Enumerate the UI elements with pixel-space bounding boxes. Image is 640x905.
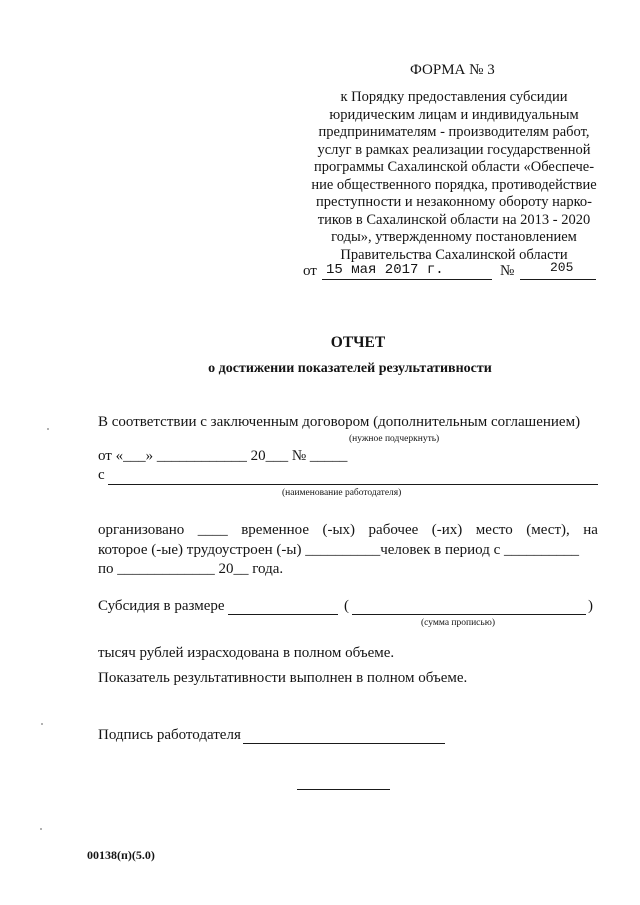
subsidy-open-paren: ( [344, 598, 349, 614]
report-subtitle: о достижении показателей результативности [208, 361, 492, 376]
scan-speck [40, 828, 42, 830]
org-word: организовано [98, 522, 185, 538]
employer-prefix: с [98, 467, 105, 483]
decree-date-label: от [303, 263, 317, 279]
scan-speck [47, 428, 49, 430]
document-code: 00138(п)(5.0) [87, 848, 155, 862]
scan-speck [41, 723, 43, 725]
header-line: годы», утвержденному постановлением [331, 229, 577, 245]
organized-line [98, 522, 598, 539]
header-approval-text [300, 89, 608, 264]
decree-number: 205 [550, 260, 574, 275]
contract-text: В соответствии с заключенным договором (дополнительным соглашением) [98, 414, 581, 430]
header-line: ние общественного порядка, противодействие [311, 176, 597, 193]
decree-number-underline [520, 279, 596, 280]
header-line: Правительства Сахалинской области [340, 246, 568, 263]
header-line: предпринимателям - производителям работ, [318, 124, 590, 140]
header-line: юридическим лицам и индивидуальным [329, 106, 579, 123]
org-word: (мест), [526, 522, 570, 538]
form-number: ФОРМА № 3 [410, 62, 495, 78]
header-line: к Порядку предоставления субсидии [340, 89, 568, 105]
org-word: место [475, 522, 513, 538]
period-end-line: по _____________ 20__ года. [98, 561, 284, 577]
org-word: (-ых) [322, 522, 356, 538]
report-title: ОТЧЕТ [330, 334, 386, 351]
signature-line [243, 743, 445, 744]
decree-date: 15 мая 2017 г. [326, 262, 444, 278]
subsidy-amount-line [228, 614, 338, 615]
header-line: программы Сахалинской области «Обеспече- [313, 159, 595, 175]
underline-hint: (нужное подчеркнуть) [349, 434, 440, 444]
sum-words-hint: (сумма прописью) [421, 618, 495, 628]
employer-hint: (наименование работодателя) [282, 488, 402, 498]
separator-line [297, 789, 390, 790]
org-word: временное [241, 522, 310, 538]
signature-label: Подпись работодателя [98, 727, 241, 743]
spent-text: тысяч рублей израсходована в полном объеме. [98, 645, 395, 661]
org-word: рабочее [368, 522, 419, 538]
decree-date-underline [322, 279, 492, 280]
header-line: преступности и незаконному обороту нарко- [316, 194, 592, 210]
employed-line: которое (-ые) трудоустроен (-ы) __________человек в период с __________ [98, 542, 580, 558]
subsidy-label: Субсидия в размере [98, 598, 225, 614]
subsidy-close-paren: ) [588, 598, 593, 614]
employer-line [108, 484, 598, 485]
org-word: (-их) [431, 522, 463, 538]
org-word: ____ [197, 522, 228, 538]
indicator-text: Показатель результативности выполнен в полном объеме. [98, 670, 468, 686]
decree-number-label: № [500, 263, 515, 279]
header-line: тиков в Сахалинской области на 2013 - 2020 [317, 211, 591, 228]
contract-date-number: от «___» ____________ 20___ № _____ [98, 448, 348, 464]
org-word: на [583, 522, 598, 538]
header-line: услуг в рамках реализации государственной [317, 141, 591, 158]
subsidy-words-line [352, 614, 586, 615]
